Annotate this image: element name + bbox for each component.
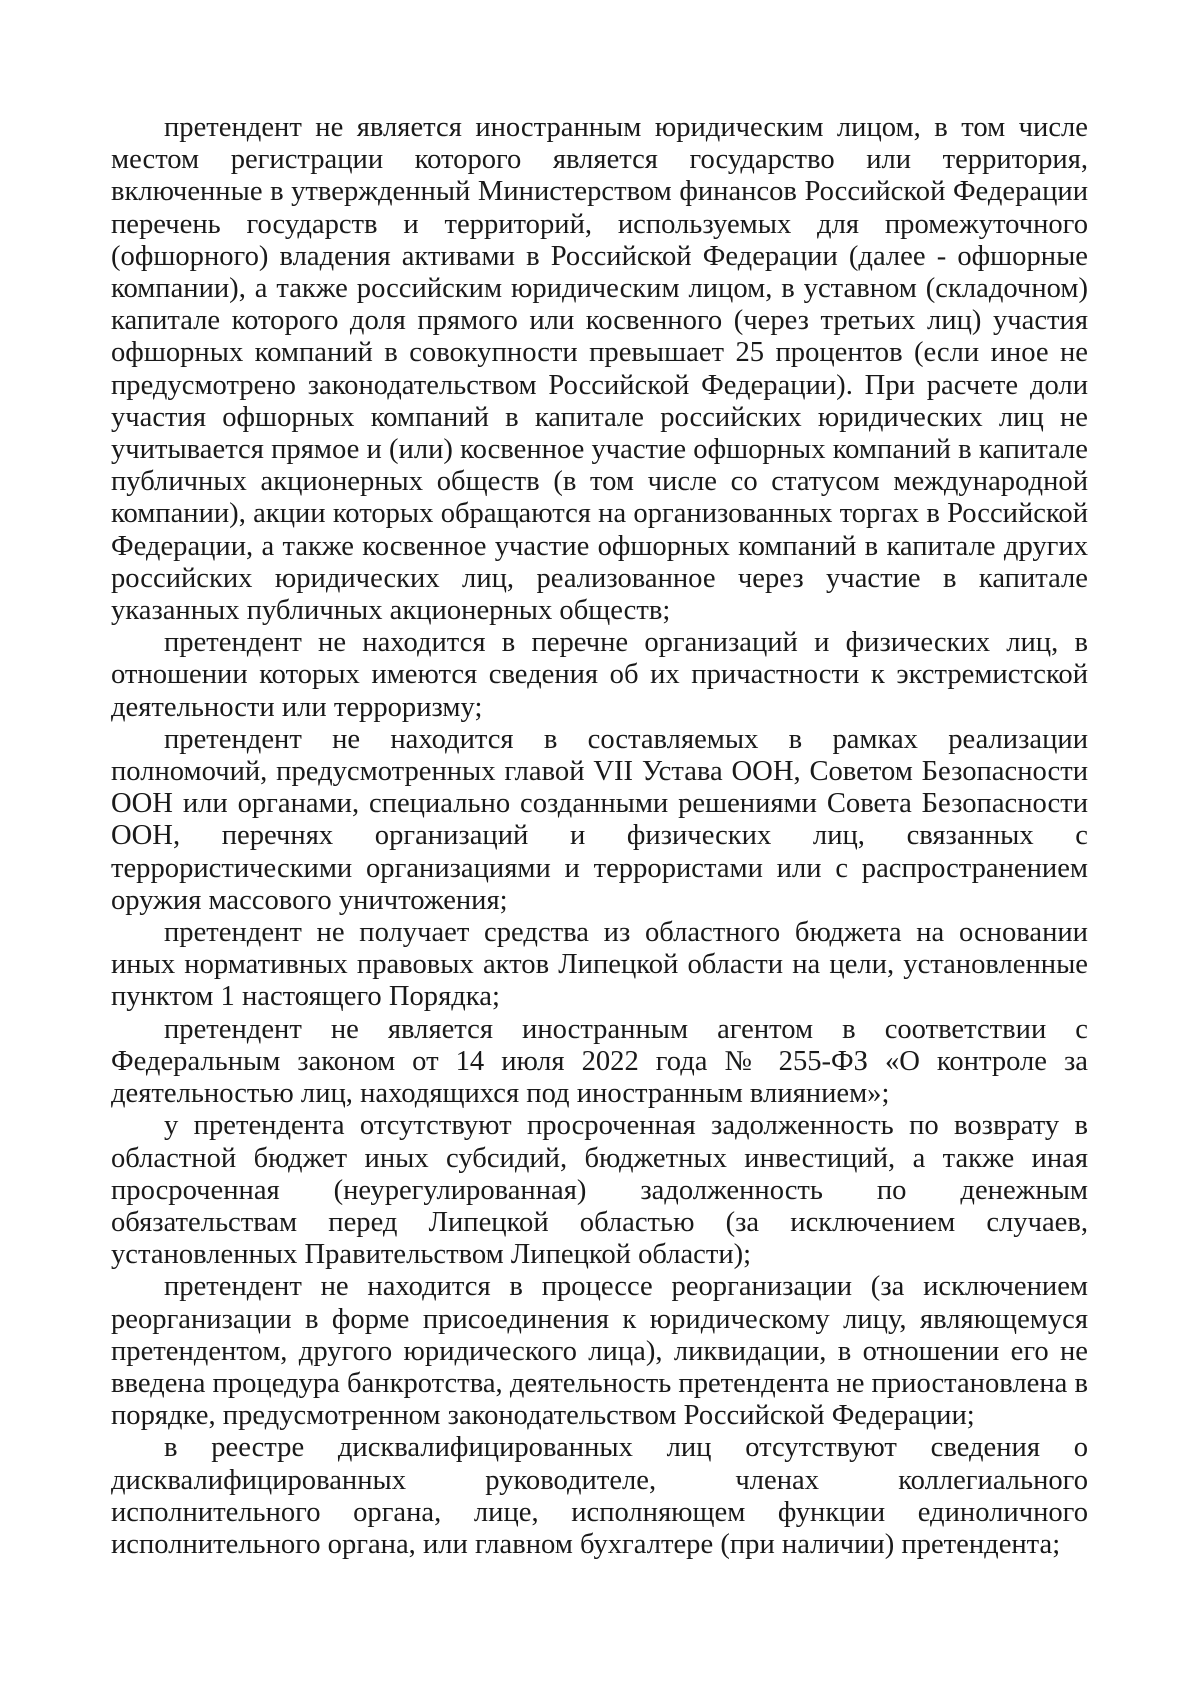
document-page bbox=[111, 112, 1088, 1561]
paragraph-overdue-debt: у претендента отсутствуют просроченная задолженность по возврату в областной бюджет иных субсидий, бюджетных инвестиций, а также иная просроченная (неурегулированная) задолженность по денежным обязательствам перед Липецкой областью (за исключением случаев, установленных Правительством Липецкой области); bbox=[111, 1110, 1088, 1271]
paragraph-reorganization-liquidation: претендент не находится в процессе реорганизации (за исключением реорганизации в форме присоединения к юридическому лицу, являющемуся претендентом, другого юридического лица), ликвидации, в отношении его не введена процедура банкротства, деятельность претендента не приостановлена в порядке, предусмотренном законодательством Российской Федерации; bbox=[111, 1271, 1089, 1432]
paragraph-foreign-agent: претендент не является иностранным агентом в соответствии с Федеральным законом от 14 июля 2022 года № 255-ФЗ «О контроле за деятельностью лиц, находящихся под иностранным влиянием»; bbox=[111, 1013, 1088, 1110]
paragraph-disqualified-persons: в реестре дисквалифицированных лиц отсутствуют сведения о дисквалифицированных руководителе, членах коллегиального исполнительного органа, лице, исполняющем функции единоличного исполнительного органа, или главном бухгалтере (при наличии) претендента; bbox=[111, 1432, 1088, 1560]
paragraph-un-sanctions-list: претендент не находится в составляемых в рамках реализации полномочий, предусмотренных главой VII Устава ООН, Советом Безопасности ООН или органами, специально созданными решениями Совета Безопасности ООН, перечнях организаций и физических лиц, связанных с террористическими организациями и террористами или с распространением оружия массового уничтожения; bbox=[111, 723, 1088, 916]
paragraph-regional-budget-funds: претендент не получает средства из областного бюджета на основании иных нормативных правовых актов Липецкой области на цели, установленные пунктом 1 настоящего Порядка; bbox=[111, 917, 1088, 1013]
paragraph-offshore-requirement: претендент не является иностранным юридическим лицом, в том числе местом регистрации которого является государство или территория, включенные в утвержденный Министерством финансов Российской Федерации перечень государств и территорий, используемых для промежуточного (офшорного) владения активами в Российской Федерации (далее - офшорные компании), а также российским юридическим лицом, в уставном (складочном) капитале которого доля прямого или косвенного (через третьих лиц) участия офшорных компаний в совокупности превышает 25 процентов (если иное не предусмотрено законодательством Российской Федерации). При расчете доли участия офшорных компаний в капитале российских юридических лиц не учитывается прямое и (или) косвенное участие офшорных компаний в капитале публичных акционерных обществ (в том числе со статусом международной компании), акции которых обращаются на организованных торгах в Российской Федерации, а также косвенное участие офшорных компаний в капитале других российских юридических лиц, реализованное через участие в капитале указанных публичных акционерных обществ; bbox=[111, 112, 1088, 627]
paragraph-extremism-list: претендент не находится в перечне организаций и физических лиц, в отношении которых имеются сведения об их причастности к экстремистской деятельности или терроризму; bbox=[111, 627, 1088, 723]
